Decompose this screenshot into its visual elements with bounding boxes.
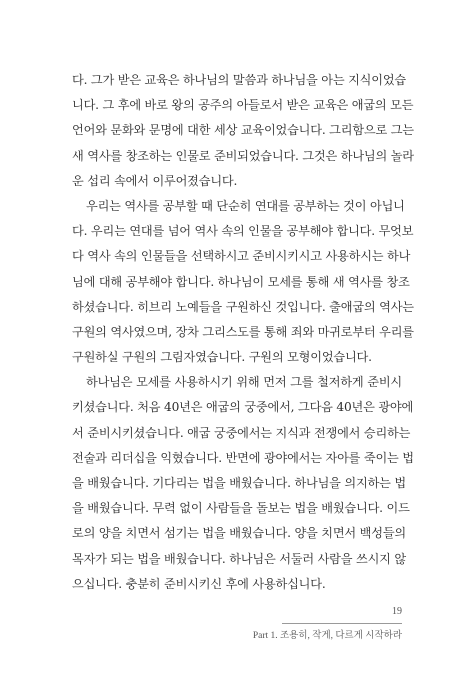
paragraph-3	[72, 370, 414, 597]
text-line: 서 준비시키셨습니다. 애굽 궁중에서는 지식과 전쟁에서 승리하는	[72, 425, 411, 440]
paragraph-2	[72, 194, 414, 370]
text-line: 목자가 되는 법을 배웠습니다. 하나님은 서둘러 사람을 쓰시지 않	[72, 551, 406, 566]
text-line: 전술과 리더십을 익혔습니다. 반면에 광야에서는 자아를 죽이는 법	[72, 450, 414, 465]
text-line: 니다. 그 후에 바로 왕의 공주의 아들로서 받은 교육은 애굽의 모든	[72, 98, 414, 113]
text-line: 구원하실 구원의 그림자였습니다. 구원의 모형이었습니다.	[72, 350, 372, 365]
footer-divider	[282, 623, 402, 624]
body-text	[72, 68, 414, 597]
text-line: 다. 그가 받은 교육은 하나님의 말씀과 하나님을 아는 지식이었습	[72, 73, 406, 87]
text-line: 다. 우리는 연대를 넘어 역사 속의 인물을 공부해야 합니다. 무엇보	[72, 224, 414, 239]
running-footer-title: Part 1. 조용히, 작게, 다르게 시작하라	[252, 631, 402, 641]
text-line: 키셨습니다. 처음 40년은 애굽의 궁중에서, 그다음 40년은 광야에	[72, 400, 414, 415]
text-line: 새 역사를 창조하는 인물로 준비되었습니다. 그것은 하나님의 놀라	[72, 148, 414, 163]
text-line: 우리는 역사를 공부할 때 단순히 연대를 공부하는 것이 아닙니	[86, 198, 405, 213]
text-line: 을 배웠습니다. 무력 없이 사람들을 돌보는 법을 배웠습니다. 이드	[72, 501, 410, 516]
text-line: 하나님은 모세를 사용하시기 위해 먼저 그를 철저하게 준비시	[86, 375, 402, 390]
text-line: 로의 양을 치면서 섬기는 법을 배웠습니다. 양을 치면서 백성들의	[72, 526, 406, 541]
text-line: 으십니다. 충분히 준비시키신 후에 사용하십니다.	[72, 576, 326, 591]
paragraph-1	[72, 68, 414, 194]
text-line: 구원의 역사였으며, 장차 그리스도를 통해 죄와 마귀로부터 우리를	[72, 324, 414, 339]
text-line: 을 배웠습니다. 기다리는 법을 배웠습니다. 하나님을 의지하는 법	[72, 476, 406, 490]
text-line: 운 섭리 속에서 이루어졌습니다.	[72, 173, 238, 188]
text-line: 님에 대해 공부해야 합니다. 하나님이 모세를 통해 새 역사를 창조	[72, 274, 410, 289]
text-line: 언어와 문화와 문명에 대한 세상 교육이었습니다. 그리함으로 그는	[72, 123, 414, 138]
page-number: 19	[392, 606, 402, 617]
text-line: 다 역사 속의 인물들을 선택하시고 준비시키시고 사용하시는 하나	[72, 249, 411, 264]
text-line: 하셨습니다. 히브리 노예들을 구원하신 것입니다. 출애굽의 역사는	[72, 299, 414, 314]
